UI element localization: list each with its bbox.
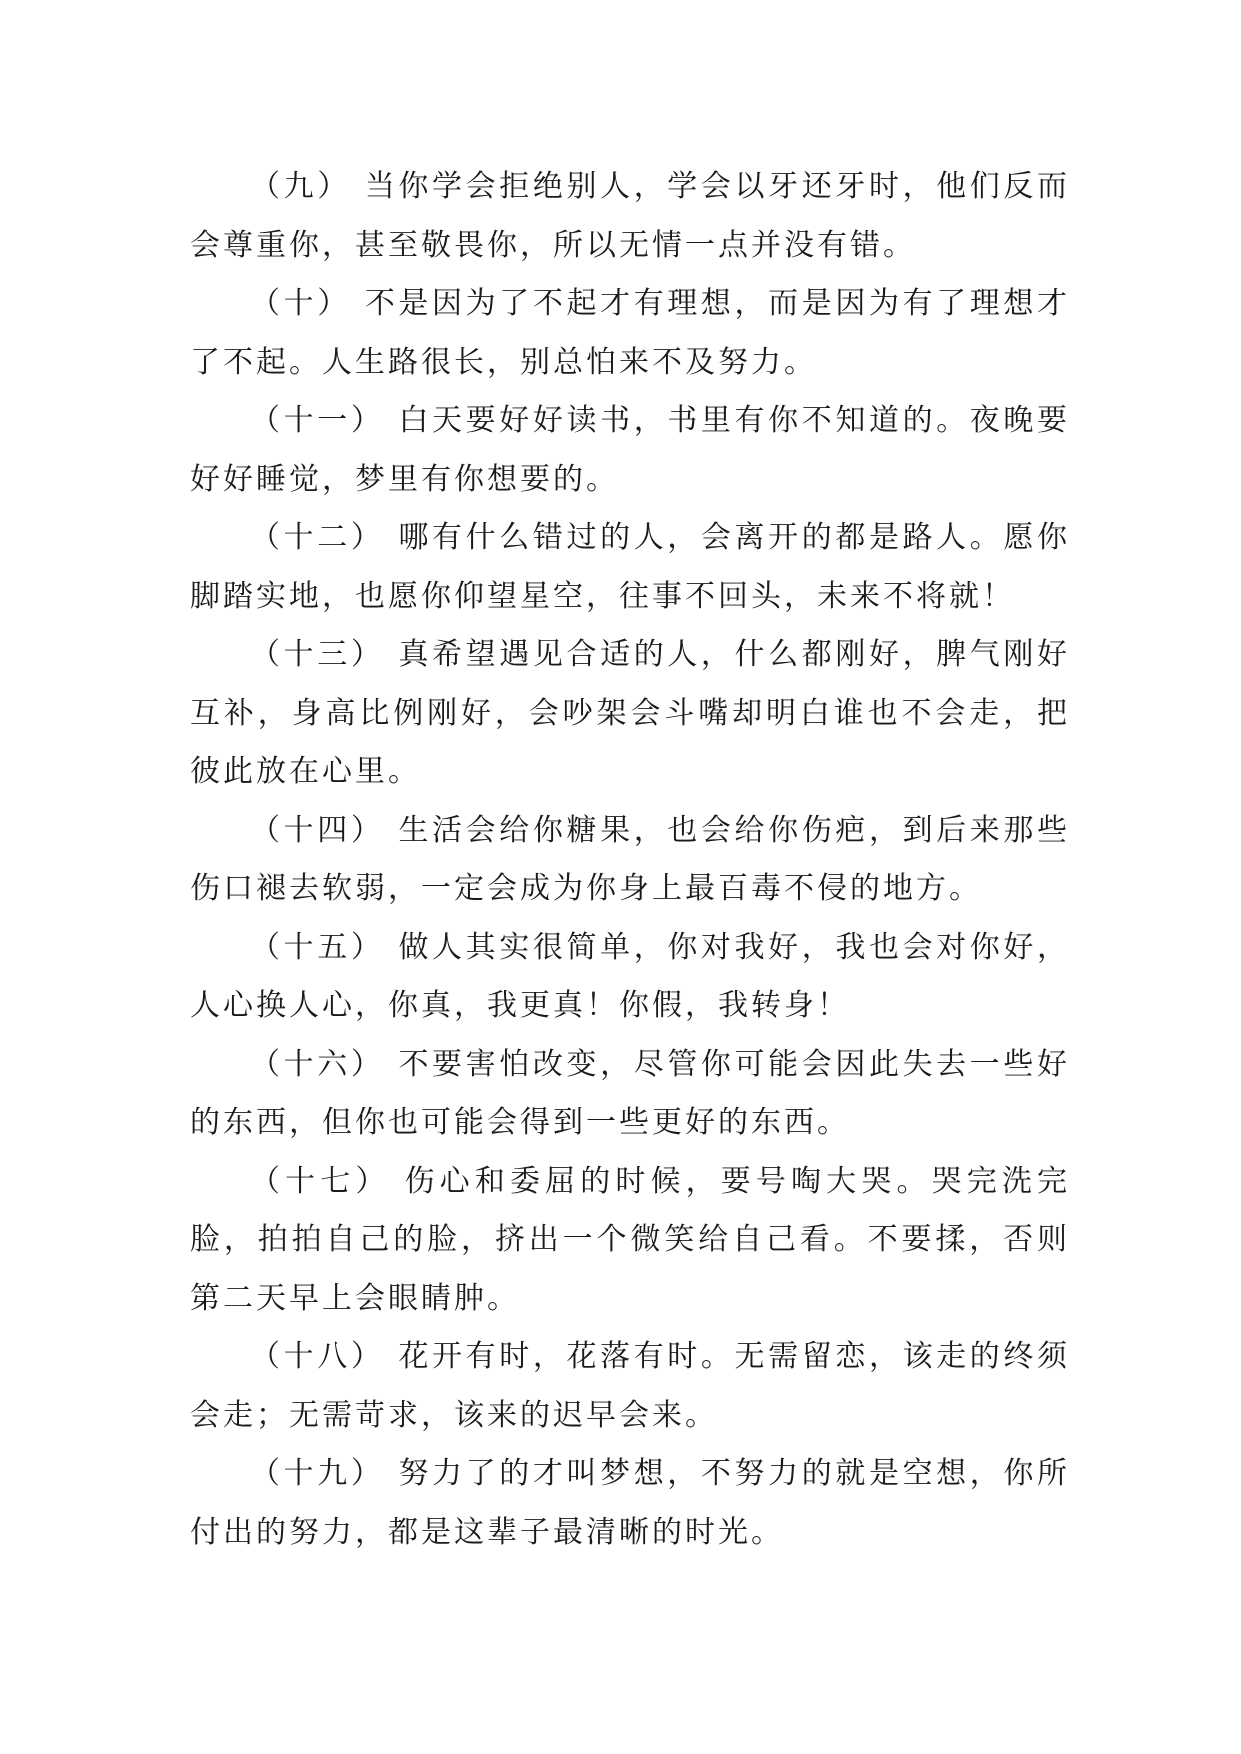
- paragraph-text: 不是因为了不起才有理想，而是因为有了理想才了不起。人生路很长，别总怕来不及努力。: [190, 286, 1071, 380]
- paragraph-13: [190, 626, 1070, 802]
- paragraph-16: [190, 1036, 1070, 1153]
- paragraph-number: （九）: [250, 169, 351, 204]
- paragraph-10: [190, 275, 1070, 392]
- paragraph-number: （十一）: [250, 403, 385, 438]
- paragraph-text: 努力了的才叫梦想，不努力的就是空想，你所付出的努力，都是这辈子最清晰的时光。: [190, 1456, 1071, 1550]
- paragraph-14: [190, 802, 1070, 919]
- paragraph-text: 真希望遇见合适的人，什么都刚好，脾气刚好互补，身高比例刚好，会吵架会斗嘴却明白谁也不会走，把彼此放在心里。: [190, 637, 1071, 789]
- paragraph-text: 花开有时，花落有时。无需留恋，该走的终须会走；无需苛求，该来的迟早会来。: [190, 1339, 1071, 1433]
- paragraph-12: [190, 509, 1070, 626]
- paragraph-text: 白天要好好读书，书里有你不知道的。夜晚要好好睡觉，梦里有你想要的。: [190, 403, 1071, 497]
- paragraph-number: （十六）: [250, 1046, 385, 1082]
- paragraph-number: （十三）: [250, 637, 385, 672]
- paragraph-number: （十二）: [250, 520, 385, 555]
- paragraph-number: （十）: [250, 286, 351, 321]
- document-page: [190, 158, 1070, 1562]
- paragraph-15: [190, 919, 1070, 1036]
- paragraph-number: （十七）: [250, 1163, 391, 1199]
- paragraph-17: [190, 1153, 1070, 1329]
- paragraph-9: [190, 158, 1070, 275]
- paragraph-number: （十五）: [250, 929, 385, 965]
- paragraph-19: [190, 1445, 1070, 1562]
- paragraph-text: 做人其实很简单，你对我好，我也会对你好，人心换人心，你真，我更真！你假，我转身！: [190, 929, 1071, 1023]
- paragraph-number: （十九）: [250, 1456, 385, 1491]
- paragraph-text: 不要害怕改变，尽管你可能会因此失去一些好的东西，但你也可能会得到一些更好的东西。: [190, 1046, 1071, 1140]
- paragraph-number: （十四）: [250, 812, 385, 848]
- paragraph-text: 伤心和委屈的时候，要号啕大哭。哭完洗完脸，拍拍自己的脸，挤出一个微笑给自己看。不要揉，否则第二天早上会眼睛肿。: [190, 1163, 1071, 1316]
- paragraph-11: [190, 392, 1070, 509]
- paragraph-number: （十八）: [250, 1339, 385, 1374]
- paragraph-text: 当你学会拒绝别人，学会以牙还牙时，他们反而会尊重你，甚至敬畏你，所以无情一点并没有错。: [190, 169, 1071, 263]
- paragraph-text: 生活会给你糖果，也会给你伤疤，到后来那些伤口褪去软弱，一定会成为你身上最百毒不侵的地方。: [190, 812, 1071, 906]
- paragraph-text: 哪有什么错过的人，会离开的都是路人。愿你脚踏实地，也愿你仰望星空，往事不回头，未来不将就！: [190, 520, 1071, 614]
- paragraph-18: [190, 1328, 1070, 1445]
